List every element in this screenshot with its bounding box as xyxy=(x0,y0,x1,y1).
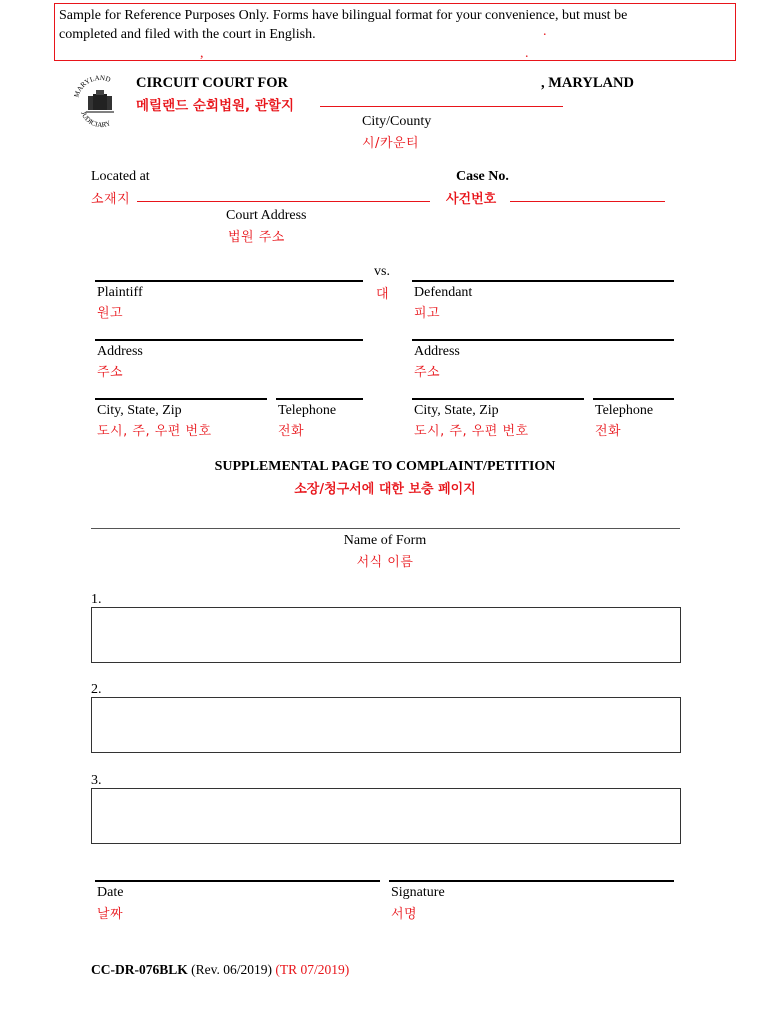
name-of-form-korean: 서식 이름 xyxy=(356,555,414,570)
item-3-textbox[interactable] xyxy=(91,788,681,844)
date-label: Date xyxy=(97,885,124,900)
signature-label: Signature xyxy=(391,885,445,900)
plaintiff-telephone-label: Telephone xyxy=(278,403,337,418)
city-county-label: City/County xyxy=(362,114,432,129)
circuit-court-for-label: CIRCUIT COURT FOR xyxy=(136,75,289,91)
plaintiff-telephone-line[interactable] xyxy=(276,398,363,400)
sample-notice-box xyxy=(54,3,736,61)
plaintiff-address-line[interactable] xyxy=(95,339,363,341)
item-3-number: 3. xyxy=(91,773,102,788)
notice-line-2: completed and filed with the court in English. xyxy=(59,27,316,42)
plaintiff-address-korean: 주소 xyxy=(97,365,124,380)
form-footer xyxy=(91,962,349,978)
item-2-textbox[interactable] xyxy=(91,697,681,753)
notice-dot-1: . xyxy=(543,24,547,39)
notice-dot-2: . xyxy=(525,46,529,61)
defendant-city-korean: 도시, 주, 우편 번호 xyxy=(414,424,529,439)
defendant-label: Defendant xyxy=(414,285,473,300)
maryland-label: , MARYLAND xyxy=(541,75,634,91)
circuit-court-for-korean: 메릴랜드 순회법원, 관할지 xyxy=(136,98,294,114)
defendant-address-korean: 주소 xyxy=(414,365,441,380)
item-1-textbox[interactable] xyxy=(91,607,681,663)
form-id: CC-DR-076BLK xyxy=(91,962,188,977)
signature-line[interactable] xyxy=(389,880,674,882)
plaintiff-korean: 원고 xyxy=(97,306,124,321)
court-address-label: Court Address xyxy=(226,208,307,223)
notice-comma: , xyxy=(200,46,204,61)
date-korean: 날짜 xyxy=(97,907,124,922)
plaintiff-address-label: Address xyxy=(97,344,143,359)
located-at-korean: 소재지 xyxy=(91,192,131,207)
located-at-line[interactable] xyxy=(137,201,430,202)
defendant-line[interactable] xyxy=(412,280,674,282)
maryland-judiciary-seal-icon xyxy=(72,72,128,130)
svg-text:MARYLAND: MARYLAND xyxy=(72,73,112,99)
defendant-city-label: City, State, Zip xyxy=(414,403,499,418)
plaintiff-city-line[interactable] xyxy=(95,398,267,400)
plaintiff-telephone-korean: 전화 xyxy=(278,424,305,439)
court-address-korean: 법원 주소 xyxy=(228,230,285,245)
item-1-number: 1. xyxy=(91,592,102,607)
form-translation-date: (TR 07/2019) xyxy=(275,962,350,977)
vs-korean: 대 xyxy=(376,287,390,302)
plaintiff-city-label: City, State, Zip xyxy=(97,403,182,418)
defendant-korean: 피고 xyxy=(414,306,441,321)
signature-korean: 서명 xyxy=(391,907,418,922)
notice-line-1: Sample for Reference Purposes Only. Forms have bilingual format for your convenience, but must be xyxy=(59,8,628,23)
defendant-telephone-korean: 전화 xyxy=(595,424,622,439)
vs-label: vs. xyxy=(374,264,390,279)
defendant-telephone-label: Telephone xyxy=(595,403,654,418)
plaintiff-label: Plaintiff xyxy=(97,285,143,300)
name-of-form-line[interactable] xyxy=(91,528,680,529)
form-revision: (Rev. 06/2019) xyxy=(191,962,272,977)
plaintiff-city-korean: 도시, 주, 우편 번호 xyxy=(97,424,212,439)
city-county-korean: 시/카운티 xyxy=(362,136,420,151)
page-title: SUPPLEMENTAL PAGE TO COMPLAINT/PETITION xyxy=(214,459,556,474)
city-county-line[interactable] xyxy=(320,106,563,107)
defendant-city-line[interactable] xyxy=(412,398,584,400)
page-title-korean: 소장/청구서에 대한 보충 페이지 xyxy=(294,482,476,497)
located-at-label: Located at xyxy=(91,169,150,184)
defendant-telephone-line[interactable] xyxy=(593,398,674,400)
case-no-korean: 사건번호 xyxy=(446,192,497,207)
defendant-address-line[interactable] xyxy=(412,339,674,341)
plaintiff-line[interactable] xyxy=(95,280,363,282)
case-no-label: Case No. xyxy=(456,169,509,184)
name-of-form-label: Name of Form xyxy=(343,533,427,548)
item-2-number: 2. xyxy=(91,682,102,697)
svg-text:JUDICIARY: JUDICIARY xyxy=(79,110,112,130)
date-line[interactable] xyxy=(95,880,380,882)
defendant-address-label: Address xyxy=(414,344,460,359)
case-no-line[interactable] xyxy=(510,201,665,202)
